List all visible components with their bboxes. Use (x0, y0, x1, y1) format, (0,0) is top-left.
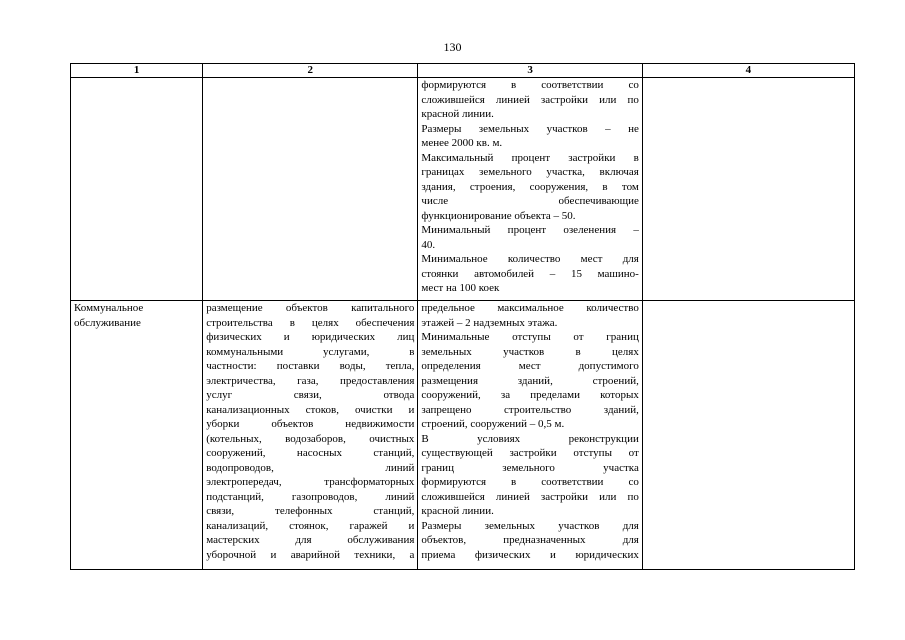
row1-col3-line: Минимальный процент озеленения – (421, 224, 639, 236)
row2-cell-3 (418, 301, 642, 570)
row2-col2-line: канализационных стоков, очистки и (206, 403, 415, 416)
header-col-2: 2 (203, 64, 418, 78)
row2-col3-line: границ земельного участка (421, 461, 639, 474)
row2-cell-1 (71, 301, 203, 570)
row2-col3-line: запрещено строительство зданий, (421, 403, 639, 416)
row1-col3-line: здания, строения, сооружения, в том (421, 180, 639, 193)
use-type-line: обслуживание (74, 316, 141, 329)
table-row (71, 301, 855, 570)
row2-col3-line: существующей застройки отступы от (421, 447, 639, 459)
row2-col2-line: уборки объектов недвижимости (206, 418, 415, 430)
header-col-3: 3 (418, 64, 642, 78)
row1-col3-line: сложившейся линией застройки или по (421, 93, 639, 106)
row2-col2-line: канализаций, стоянок, гаражей и (206, 519, 415, 532)
row1-col3-line: Максимальный процент застройки в (421, 151, 639, 164)
row1-col3-line: мест на 100 коек (421, 282, 500, 294)
row1-col3-line: менее 2000 кв. м. (421, 137, 503, 149)
row2-col3-line: формируются в соответствии со (421, 476, 639, 488)
row2-cell-2 (203, 301, 418, 570)
row2-col2-line: услуг связи, отвода (206, 389, 415, 401)
use-type-line: Коммунальное (74, 302, 144, 314)
row2-col2-line: размещение объектов капитального (206, 302, 415, 314)
row2-col2-line: уборочной и аварийной техники, а (206, 548, 415, 561)
row2-col2-line: мастерских для обслуживания (206, 534, 415, 546)
row1-col3-line: формируются в соответствии со (421, 79, 639, 91)
regulations-table (70, 63, 855, 570)
row2-col2-line: связи, телефонных станций, (206, 505, 415, 517)
row2-col2-line: физических и юридических лиц (206, 331, 415, 343)
row2-col3-line: объектов, предназначенных для (421, 534, 639, 546)
row2-col3-line: сооружений, за пределами которых (421, 389, 639, 401)
row2-col3-line: сложившейся линией застройки или по (421, 490, 639, 503)
row2-col2-line: электричества, газа, предоставления (206, 374, 415, 387)
row2-col3-line: земельных участков в целях (421, 345, 639, 358)
table-header-row (71, 64, 855, 78)
row1-cell-3 (418, 78, 642, 301)
row2-col2-line: подстанций, газопроводов, линий (206, 490, 415, 503)
row2-col3-line: приема физических и юридических (421, 548, 639, 561)
row2-col2-line: сооружений, насосных станций, (206, 447, 415, 459)
row1-col3-line: Минимальное количество мест для (421, 253, 639, 265)
row2-cell-4 (642, 301, 854, 570)
row1-col3-line: красной линии. (421, 108, 494, 120)
row1-col3-line: Размеры земельных участков – не (421, 122, 639, 135)
header-col-4: 4 (642, 64, 854, 78)
row1-col3-line: 40. (421, 238, 436, 251)
row2-col2-line: водопроводов, линий (206, 461, 415, 474)
row1-col3-line: стоянки автомобилей – 15 машино- (421, 267, 639, 280)
row2-col3-line: размещения зданий, строений, (421, 374, 639, 387)
row2-col3-line: В условиях реконструкции (421, 432, 639, 445)
row2-col3-line: предельное максимальное количество (421, 302, 639, 314)
row2-col2-line: коммунальными услугами, в (206, 345, 415, 358)
header-col-1: 1 (71, 64, 203, 78)
row2-col3-line: этажей – 2 надземных этажа. (421, 316, 558, 329)
row2-col3-line: Размеры земельных участков для (421, 519, 639, 532)
row1-cell-2 (203, 78, 418, 301)
page-number: 130 (443, 40, 462, 54)
row1-col3-line: границах земельного участка, включая (421, 166, 639, 178)
row2-col2-line: электропередач, трансформаторных (206, 476, 415, 488)
row1-cell-1 (71, 78, 203, 301)
row2-col2-line: строительства в целях обеспечения (206, 316, 415, 329)
row2-col3-line: Минимальные отступы от границ (421, 331, 639, 343)
table-row (71, 78, 855, 301)
row2-col3-line: красной линии. (421, 505, 494, 517)
row1-col3-line: числе обеспечивающие (421, 195, 639, 207)
row2-col3-line: определения мест допустимого (421, 360, 639, 372)
row2-col2-line: частности: поставки воды, тепла, (206, 360, 415, 372)
row1-col3-line: функционирование объекта – 50. (421, 209, 576, 222)
row2-col2-line: (котельных, водозаборов, очистных (206, 432, 415, 445)
row1-cell-4 (642, 78, 854, 301)
row2-col3-line: строений, сооружений – 0,5 м. (421, 418, 565, 430)
